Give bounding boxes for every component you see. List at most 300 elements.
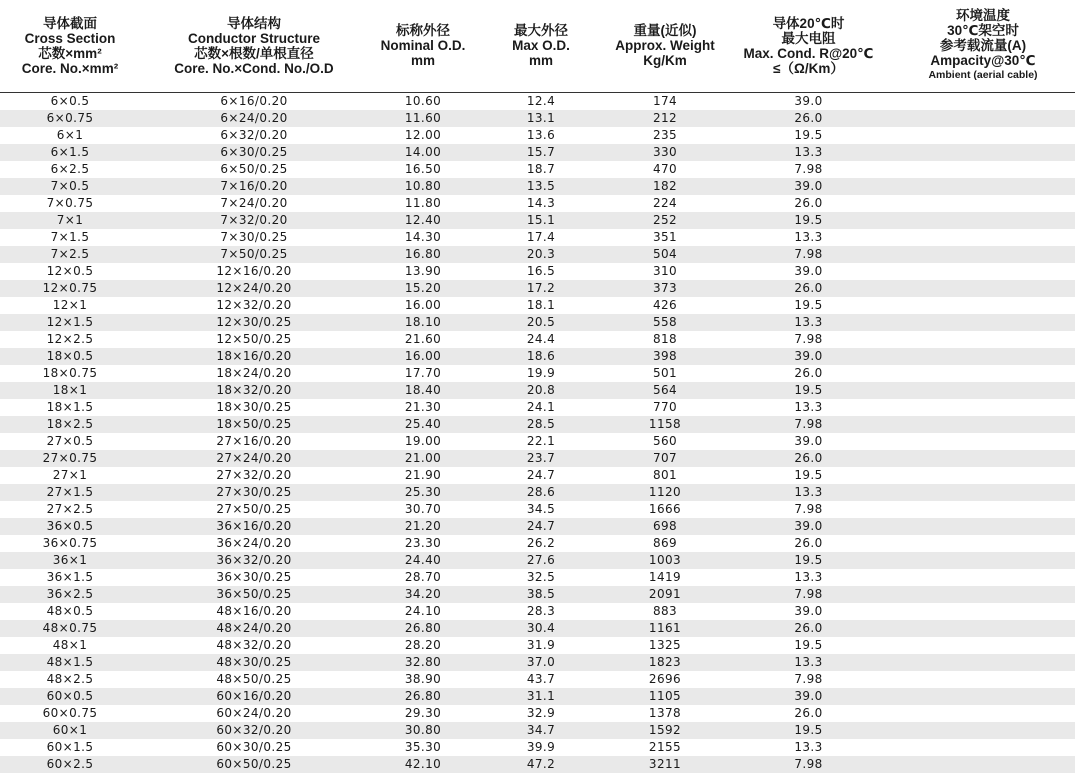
- cell-conductor-structure: 48×32/0.20: [216, 637, 292, 652]
- cell-cross-section: 7×1: [56, 212, 84, 227]
- cell-max-od: 13.1: [526, 110, 556, 125]
- header-line: 环境温度: [956, 8, 1010, 24]
- cell-conductor-structure: 18×50/0.25: [216, 416, 292, 431]
- cell-conductor-structure: 36×24/0.20: [216, 535, 292, 550]
- cell-max-od: 32.5: [526, 569, 556, 584]
- cell-ampacity: [891, 501, 1075, 518]
- cell-ampacity: [891, 212, 1075, 229]
- header-line: Ambient (aerial cable): [928, 69, 1038, 82]
- cell-ampacity: [891, 178, 1075, 195]
- cell-ampacity: [891, 552, 1075, 569]
- cell-max-od: 34.5: [526, 501, 556, 516]
- cell-max-od: 16.5: [526, 263, 556, 278]
- cell-max-od: 31.1: [526, 688, 556, 703]
- cell-max-resistance: 26.0: [794, 280, 823, 295]
- cell-max-od: 28.6: [526, 484, 556, 499]
- header-line: 导体截面: [43, 15, 97, 31]
- cell-approx-weight: 883: [652, 603, 678, 618]
- cell-nominal-od: 42.10: [404, 756, 442, 771]
- cell-conductor-structure: 27×50/0.25: [216, 501, 292, 516]
- header-line: Ampacity@30℃: [930, 53, 1036, 69]
- header-line: Core. No.×mm²: [21, 60, 119, 76]
- header-line: 最大电阻: [781, 30, 836, 46]
- cell-cross-section: 27×0.75: [42, 450, 98, 465]
- cell-approx-weight: 801: [652, 467, 678, 482]
- table-row: [0, 365, 1075, 382]
- cell-conductor-structure: 48×30/0.25: [216, 654, 292, 669]
- cell-max-resistance: 7.98: [794, 501, 823, 516]
- cell-approx-weight: 252: [652, 212, 678, 227]
- cell-conductor-structure: 7×32/0.20: [220, 212, 288, 227]
- cell-nominal-od: 14.30: [404, 229, 442, 244]
- cell-conductor-structure: 27×32/0.20: [216, 467, 292, 482]
- cell-max-od: 47.2: [526, 756, 556, 771]
- table-row: [0, 195, 1075, 212]
- cell-max-resistance: 7.98: [794, 586, 823, 601]
- cell-conductor-structure: 12×16/0.20: [216, 263, 292, 278]
- cell-conductor-structure: 6×24/0.20: [220, 110, 288, 125]
- cell-nominal-od: 25.40: [404, 416, 442, 431]
- cell-approx-weight: 235: [652, 127, 678, 142]
- table-row: [0, 722, 1075, 739]
- cell-ampacity: [891, 739, 1075, 756]
- table-row: [0, 603, 1075, 620]
- cell-approx-weight: 373: [652, 280, 678, 295]
- cell-max-resistance: 19.5: [794, 127, 823, 142]
- cell-nominal-od: 17.70: [404, 365, 442, 380]
- table-row: [0, 127, 1075, 144]
- cell-nominal-od: 21.60: [404, 331, 442, 346]
- cell-conductor-structure: 18×16/0.20: [216, 348, 292, 363]
- table-row: [0, 348, 1075, 365]
- cell-nominal-od: 24.40: [404, 552, 442, 567]
- cell-approx-weight: 1592: [648, 722, 682, 737]
- header-line: Conductor Structure: [187, 30, 320, 46]
- cell-ampacity: [891, 263, 1075, 280]
- header-conductor-structure: [140, 0, 368, 92]
- table-row: [0, 756, 1075, 773]
- cell-approx-weight: 1823: [648, 654, 682, 669]
- header-line: Max O.D.: [512, 38, 570, 54]
- cell-max-resistance: 13.3: [794, 739, 823, 754]
- cell-max-od: 23.7: [526, 450, 556, 465]
- cell-max-resistance: 26.0: [794, 110, 823, 125]
- cell-ampacity: [891, 110, 1075, 127]
- cell-approx-weight: 182: [652, 178, 678, 193]
- cell-max-resistance: 39.0: [794, 688, 823, 703]
- cell-cross-section: 48×0.75: [42, 620, 98, 635]
- cell-max-resistance: 26.0: [794, 705, 823, 720]
- table-row: [0, 671, 1075, 688]
- cell-approx-weight: 558: [652, 314, 678, 329]
- cell-cross-section: 7×0.75: [46, 195, 94, 210]
- cell-approx-weight: 174: [652, 93, 678, 108]
- table-header: [0, 0, 1075, 92]
- table-row: [0, 297, 1075, 314]
- cell-ampacity: [891, 671, 1075, 688]
- cell-ampacity: [891, 654, 1075, 671]
- cell-cross-section: 6×1: [56, 127, 84, 142]
- cell-max-od: 17.2: [526, 280, 556, 295]
- cell-nominal-od: 21.20: [404, 518, 442, 533]
- cell-approx-weight: 2155: [648, 739, 682, 754]
- cell-cross-section: 36×0.75: [42, 535, 98, 550]
- table-row: [0, 501, 1075, 518]
- cell-ampacity: [891, 620, 1075, 637]
- cell-ampacity: [891, 92, 1075, 110]
- cell-max-od: 15.7: [526, 144, 556, 159]
- cell-ampacity: [891, 399, 1075, 416]
- cell-nominal-od: 13.90: [404, 263, 442, 278]
- cell-conductor-structure: 27×24/0.20: [216, 450, 292, 465]
- cell-max-resistance: 13.3: [794, 229, 823, 244]
- cell-conductor-structure: 60×16/0.20: [216, 688, 292, 703]
- cell-max-resistance: 19.5: [794, 212, 823, 227]
- cell-max-od: 24.1: [526, 399, 556, 414]
- cell-max-od: 37.0: [526, 654, 556, 669]
- cell-ampacity: [891, 195, 1075, 212]
- header-ampacity: [891, 0, 1075, 92]
- cell-cross-section: 18×2.5: [46, 416, 94, 431]
- cell-max-od: 19.9: [526, 365, 556, 380]
- table-row: [0, 433, 1075, 450]
- header-line: mm: [528, 53, 553, 69]
- table-row: [0, 280, 1075, 297]
- header-cross-section: [0, 0, 140, 92]
- cell-cross-section: 12×0.5: [46, 263, 94, 278]
- cell-ampacity: [891, 331, 1075, 348]
- cell-cross-section: 60×2.5: [46, 756, 94, 771]
- table-row: [0, 552, 1075, 569]
- cell-ampacity: [891, 705, 1075, 722]
- cell-nominal-od: 16.80: [404, 246, 442, 261]
- cell-ampacity: [891, 569, 1075, 586]
- cell-max-resistance: 26.0: [794, 535, 823, 550]
- cell-cross-section: 36×1: [52, 552, 88, 567]
- cell-nominal-od: 14.00: [404, 144, 442, 159]
- cell-approx-weight: 770: [652, 399, 678, 414]
- cell-ampacity: [891, 535, 1075, 552]
- cell-conductor-structure: 48×16/0.20: [216, 603, 292, 618]
- cell-max-od: 15.1: [526, 212, 556, 227]
- table-row: [0, 314, 1075, 331]
- cell-ampacity: [891, 586, 1075, 603]
- cell-max-resistance: 19.5: [794, 297, 823, 312]
- cell-ampacity: [891, 756, 1075, 773]
- cell-conductor-structure: 27×30/0.25: [216, 484, 292, 499]
- cell-max-od: 24.4: [526, 331, 556, 346]
- cell-approx-weight: 310: [652, 263, 678, 278]
- cell-nominal-od: 32.80: [404, 654, 442, 669]
- table-row: [0, 331, 1075, 348]
- cell-max-od: 18.7: [526, 161, 556, 176]
- cell-max-od: 27.6: [526, 552, 556, 567]
- cell-max-resistance: 7.98: [794, 756, 823, 771]
- cell-approx-weight: 1325: [648, 637, 682, 652]
- cell-ampacity: [891, 229, 1075, 246]
- cell-max-od: 18.6: [526, 348, 556, 363]
- cell-conductor-structure: 7×16/0.20: [220, 178, 288, 193]
- cell-max-od: 13.5: [526, 178, 556, 193]
- cell-nominal-od: 34.20: [404, 586, 442, 601]
- cell-max-resistance: 7.98: [794, 246, 823, 261]
- table-row: [0, 518, 1075, 535]
- cell-max-od: 32.9: [526, 705, 556, 720]
- cell-approx-weight: 351: [652, 229, 678, 244]
- cell-approx-weight: 224: [652, 195, 678, 210]
- cell-conductor-structure: 18×30/0.25: [216, 399, 292, 414]
- cell-max-resistance: 39.0: [794, 348, 823, 363]
- cell-conductor-structure: 12×32/0.20: [216, 297, 292, 312]
- cell-approx-weight: 1161: [648, 620, 682, 635]
- cell-ampacity: [891, 365, 1075, 382]
- cell-ampacity: [891, 688, 1075, 705]
- cell-max-resistance: 39.0: [794, 93, 823, 108]
- header-line: Approx. Weight: [615, 38, 715, 54]
- table-row: [0, 144, 1075, 161]
- cell-nominal-od: 19.00: [404, 433, 442, 448]
- header-row: [0, 0, 1075, 92]
- table-row: [0, 654, 1075, 671]
- cell-max-resistance: 26.0: [794, 195, 823, 210]
- cell-nominal-od: 26.80: [404, 620, 442, 635]
- cell-approx-weight: 818: [652, 331, 678, 346]
- cell-conductor-structure: 6×50/0.25: [220, 161, 288, 176]
- header-approx-weight: [604, 0, 726, 92]
- cell-approx-weight: 398: [652, 348, 678, 363]
- cell-max-od: 31.9: [526, 637, 556, 652]
- cell-conductor-structure: 60×30/0.25: [216, 739, 292, 754]
- cell-ampacity: [891, 603, 1075, 620]
- cell-approx-weight: 470: [652, 161, 678, 176]
- cell-conductor-structure: 7×50/0.25: [220, 246, 288, 261]
- cell-max-od: 20.8: [526, 382, 556, 397]
- cell-conductor-structure: 36×50/0.25: [216, 586, 292, 601]
- cell-cross-section: 27×1: [52, 467, 88, 482]
- cell-approx-weight: 212: [652, 110, 678, 125]
- cell-max-resistance: 39.0: [794, 433, 823, 448]
- table-row: [0, 688, 1075, 705]
- cell-cross-section: 18×0.75: [42, 365, 98, 380]
- cell-nominal-od: 16.50: [404, 161, 442, 176]
- cell-ampacity: [891, 484, 1075, 501]
- cell-nominal-od: 11.60: [404, 110, 442, 125]
- table-row: [0, 569, 1075, 586]
- cell-max-od: 12.4: [526, 93, 556, 108]
- cell-approx-weight: 1419: [648, 569, 682, 584]
- cell-max-od: 20.5: [526, 314, 556, 329]
- cell-nominal-od: 21.30: [404, 399, 442, 414]
- cell-ampacity: [891, 433, 1075, 450]
- table-row: [0, 399, 1075, 416]
- cell-approx-weight: 2696: [648, 671, 682, 686]
- cell-nominal-od: 28.70: [404, 569, 442, 584]
- cell-ampacity: [891, 722, 1075, 739]
- cell-cross-section: 60×0.5: [46, 688, 94, 703]
- cell-max-resistance: 19.5: [794, 467, 823, 482]
- cell-cross-section: 27×2.5: [46, 501, 94, 516]
- cell-max-resistance: 26.0: [794, 365, 823, 380]
- cell-max-od: 22.1: [526, 433, 556, 448]
- cell-conductor-structure: 36×32/0.20: [216, 552, 292, 567]
- cell-max-resistance: 26.0: [794, 620, 823, 635]
- cell-cross-section: 6×0.5: [50, 93, 90, 108]
- table-row: [0, 178, 1075, 195]
- cell-approx-weight: 560: [652, 433, 678, 448]
- cell-nominal-od: 24.10: [404, 603, 442, 618]
- cell-cross-section: 48×1.5: [46, 654, 94, 669]
- cell-conductor-structure: 7×24/0.20: [220, 195, 288, 210]
- cell-max-od: 13.6: [526, 127, 556, 142]
- cell-max-od: 24.7: [526, 518, 556, 533]
- cell-max-od: 34.7: [526, 722, 556, 737]
- cell-max-od: 14.3: [526, 195, 556, 210]
- cell-conductor-structure: 7×30/0.25: [220, 229, 288, 244]
- cell-max-od: 24.7: [526, 467, 556, 482]
- cell-conductor-structure: 12×50/0.25: [216, 331, 292, 346]
- cell-max-od: 30.4: [526, 620, 556, 635]
- cell-cross-section: 48×1: [52, 637, 88, 652]
- cell-approx-weight: 698: [652, 518, 678, 533]
- table-body: [0, 92, 1075, 773]
- cell-cross-section: 60×1.5: [46, 739, 94, 754]
- header-line: 最大外径: [514, 23, 568, 39]
- cell-max-resistance: 19.5: [794, 552, 823, 567]
- cell-ampacity: [891, 280, 1075, 297]
- cell-approx-weight: 1120: [648, 484, 682, 499]
- cell-cross-section: 27×1.5: [46, 484, 94, 499]
- cell-cross-section: 27×0.5: [46, 433, 94, 448]
- cell-conductor-structure: 48×50/0.25: [216, 671, 292, 686]
- cell-max-od: 39.9: [526, 739, 556, 754]
- cell-max-od: 28.5: [526, 416, 556, 431]
- header-line: Nominal O.D.: [380, 38, 466, 54]
- cell-cross-section: 7×2.5: [50, 246, 90, 261]
- cell-max-resistance: 13.3: [794, 569, 823, 584]
- cell-max-od: 43.7: [526, 671, 556, 686]
- cell-cross-section: 12×1.5: [46, 314, 94, 329]
- table-row: [0, 535, 1075, 552]
- cell-max-resistance: 13.3: [794, 144, 823, 159]
- cell-nominal-od: 26.80: [404, 688, 442, 703]
- cell-approx-weight: 1105: [648, 688, 682, 703]
- cell-cross-section: 18×1.5: [46, 399, 94, 414]
- cell-ampacity: [891, 518, 1075, 535]
- cell-conductor-structure: 6×30/0.25: [220, 144, 288, 159]
- header-line: 芯数×mm²: [38, 45, 102, 61]
- cell-max-resistance: 7.98: [794, 161, 823, 176]
- table-row: [0, 92, 1075, 110]
- cell-nominal-od: 28.20: [404, 637, 442, 652]
- cell-cross-section: 48×2.5: [46, 671, 94, 686]
- header-line: 标称外径: [396, 23, 450, 39]
- cell-max-od: 18.1: [526, 297, 556, 312]
- cell-cross-section: 6×1.5: [50, 144, 90, 159]
- header-line: Kg/Km: [643, 53, 687, 69]
- cell-approx-weight: 504: [652, 246, 678, 261]
- cell-ampacity: [891, 314, 1075, 331]
- cell-approx-weight: 426: [652, 297, 678, 312]
- cell-max-resistance: 13.3: [794, 399, 823, 414]
- cell-cross-section: 60×0.75: [42, 705, 98, 720]
- cell-max-resistance: 19.5: [794, 382, 823, 397]
- cell-nominal-od: 29.30: [404, 705, 442, 720]
- cell-ampacity: [891, 297, 1075, 314]
- cell-max-resistance: 19.5: [794, 637, 823, 652]
- cell-nominal-od: 18.10: [404, 314, 442, 329]
- table-row: [0, 212, 1075, 229]
- cell-max-resistance: 39.0: [794, 603, 823, 618]
- cell-max-resistance: 13.3: [794, 654, 823, 669]
- cell-ampacity: [891, 348, 1075, 365]
- cell-max-od: 38.5: [526, 586, 556, 601]
- header-line: 导体20℃时: [772, 15, 845, 31]
- cell-approx-weight: 3211: [648, 756, 682, 771]
- header-line: mm: [410, 53, 435, 69]
- cell-max-resistance: 13.3: [794, 484, 823, 499]
- table-row: [0, 620, 1075, 637]
- cell-approx-weight: 1666: [648, 501, 682, 516]
- cell-cross-section: 7×0.5: [50, 178, 90, 193]
- cell-max-resistance: 39.0: [794, 178, 823, 193]
- header-line: ≤（Ω/Km）: [773, 60, 844, 76]
- header-line: 芯数×根数/单根直径: [194, 45, 314, 61]
- cell-max-resistance: 7.98: [794, 331, 823, 346]
- cell-conductor-structure: 12×24/0.20: [216, 280, 292, 295]
- cell-conductor-structure: 6×16/0.20: [220, 93, 288, 108]
- cell-conductor-structure: 36×16/0.20: [216, 518, 292, 533]
- cell-cross-section: 18×1: [52, 382, 88, 397]
- table-row: [0, 382, 1075, 399]
- cell-nominal-od: 12.00: [404, 127, 442, 142]
- cell-approx-weight: 564: [652, 382, 678, 397]
- cell-max-resistance: 13.3: [794, 314, 823, 329]
- header-line: 30℃架空时: [947, 23, 1019, 39]
- table-row: [0, 246, 1075, 263]
- header-line: 重量(近似): [633, 23, 697, 39]
- cell-cross-section: 12×0.75: [42, 280, 98, 295]
- cell-nominal-od: 11.80: [404, 195, 442, 210]
- header-max-resistance: [726, 0, 891, 92]
- cell-approx-weight: 330: [652, 144, 678, 159]
- cell-max-od: 17.4: [526, 229, 556, 244]
- table-row: [0, 739, 1075, 756]
- cell-nominal-od: 16.00: [404, 297, 442, 312]
- cell-nominal-od: 25.30: [404, 484, 442, 499]
- header-line: 参考载流量(A): [939, 38, 1027, 54]
- cell-nominal-od: 30.80: [404, 722, 442, 737]
- table-row: [0, 416, 1075, 433]
- cell-conductor-structure: 12×30/0.25: [216, 314, 292, 329]
- cell-nominal-od: 15.20: [404, 280, 442, 295]
- table-row: [0, 467, 1075, 484]
- cell-approx-weight: 1378: [648, 705, 682, 720]
- cell-nominal-od: 38.90: [404, 671, 442, 686]
- cell-cross-section: 18×0.5: [46, 348, 94, 363]
- cell-max-resistance: 7.98: [794, 416, 823, 431]
- cell-max-resistance: 19.5: [794, 722, 823, 737]
- cell-max-resistance: 39.0: [794, 263, 823, 278]
- cell-conductor-structure: 6×32/0.20: [220, 127, 288, 142]
- cell-cross-section: 6×0.75: [46, 110, 94, 125]
- cell-max-resistance: 26.0: [794, 450, 823, 465]
- cell-ampacity: [891, 144, 1075, 161]
- cell-cross-section: 36×0.5: [46, 518, 94, 533]
- cell-ampacity: [891, 246, 1075, 263]
- cell-ampacity: [891, 161, 1075, 178]
- table-row: [0, 450, 1075, 467]
- cell-ampacity: [891, 416, 1075, 433]
